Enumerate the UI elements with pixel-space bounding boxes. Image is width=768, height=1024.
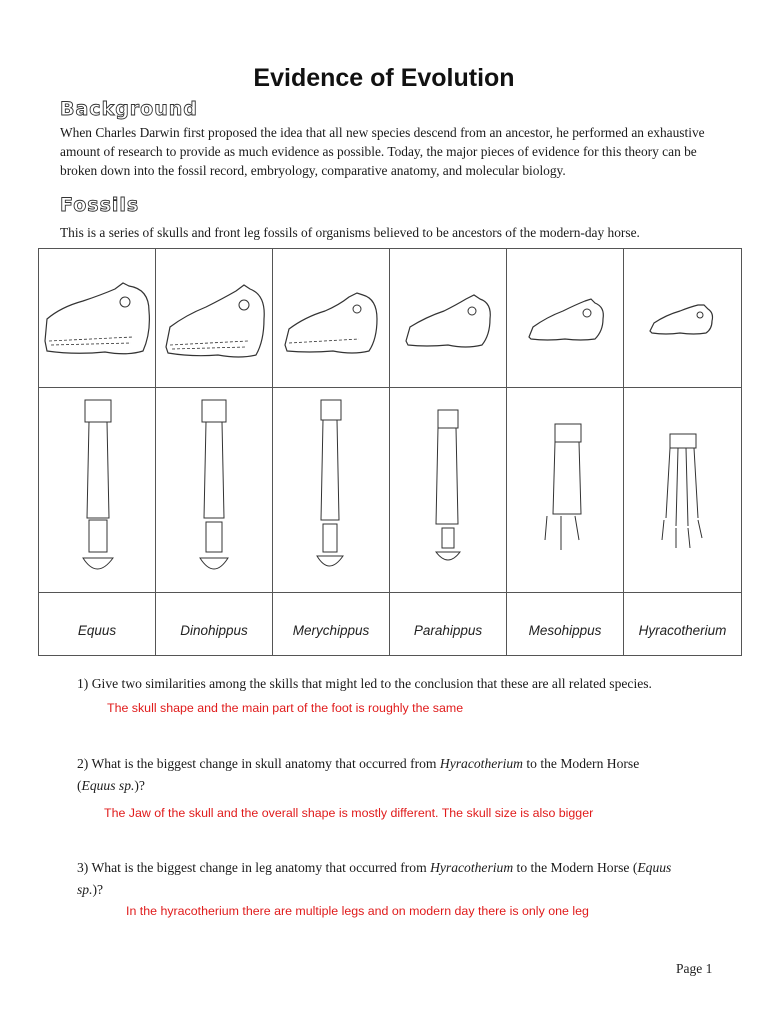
species-name-hyracotherium: Hyracotherium bbox=[638, 622, 727, 638]
leg-equus bbox=[39, 388, 155, 592]
background-paragraph: When Charles Darwin first proposed the idea that all new species descend from an ancestor, he performed an exhaustive amount of research to provide as much evidence as possible. Today, the major pieces of evidence for this theory can be broken down into the fossil record, embryology, comparative anatomy, and molecular biology. bbox=[60, 125, 705, 178]
leg-hyracotherium bbox=[624, 388, 741, 592]
answer-1[interactable]: The skull shape and the main part of the foot is roughly the same bbox=[107, 701, 464, 715]
answer-2[interactable]: The Jaw of the skull and the overall shape is mostly different. The skull size is also bigger bbox=[104, 806, 594, 820]
leg-dinohippus bbox=[156, 388, 272, 592]
question-1: 1) Give two similarities among the skills that might led to the conclusion that these are all related species. bbox=[77, 676, 652, 691]
species-name-mesohippus: Mesohippus bbox=[528, 622, 602, 638]
fossils-intro: This is a series of skulls and front leg fossils of organisms believed to be ancestors of the modern-day horse. bbox=[60, 225, 640, 240]
leg-merychippus bbox=[273, 388, 389, 592]
skull-dinohippus bbox=[156, 249, 272, 387]
skull-equus bbox=[39, 249, 155, 387]
answer-3[interactable]: In the hyracotherium there are multiple legs and on modern day there is only one leg bbox=[126, 904, 589, 918]
leg-parahippus bbox=[390, 388, 506, 592]
fossils-heading: Fossils bbox=[60, 194, 140, 216]
background-heading: Background bbox=[60, 98, 198, 120]
page-number: Page 1 bbox=[676, 961, 713, 976]
fossil-table bbox=[38, 248, 742, 656]
page-title: Evidence of Evolution bbox=[253, 64, 515, 92]
leg-mesohippus bbox=[507, 388, 623, 592]
question-2: 2) What is the biggest change in skull anatomy that occurred from Hyracotherium to the Modern Horse (Equus sp.)? bbox=[77, 756, 640, 793]
skull-parahippus bbox=[390, 249, 506, 387]
species-name-parahippus: Parahippus bbox=[413, 622, 483, 638]
question-3: 3) What is the biggest change in leg anatomy that occurred from Hyracotherium to the Modern Horse (Equus sp.)? bbox=[77, 860, 672, 897]
species-name-equus: Equus bbox=[77, 622, 117, 638]
species-name-dinohippus: Dinohippus bbox=[180, 622, 248, 638]
skull-mesohippus bbox=[507, 249, 623, 387]
species-name-merychippus: Merychippus bbox=[292, 622, 370, 638]
skull-merychippus bbox=[273, 249, 389, 387]
skull-hyracotherium bbox=[624, 249, 741, 387]
